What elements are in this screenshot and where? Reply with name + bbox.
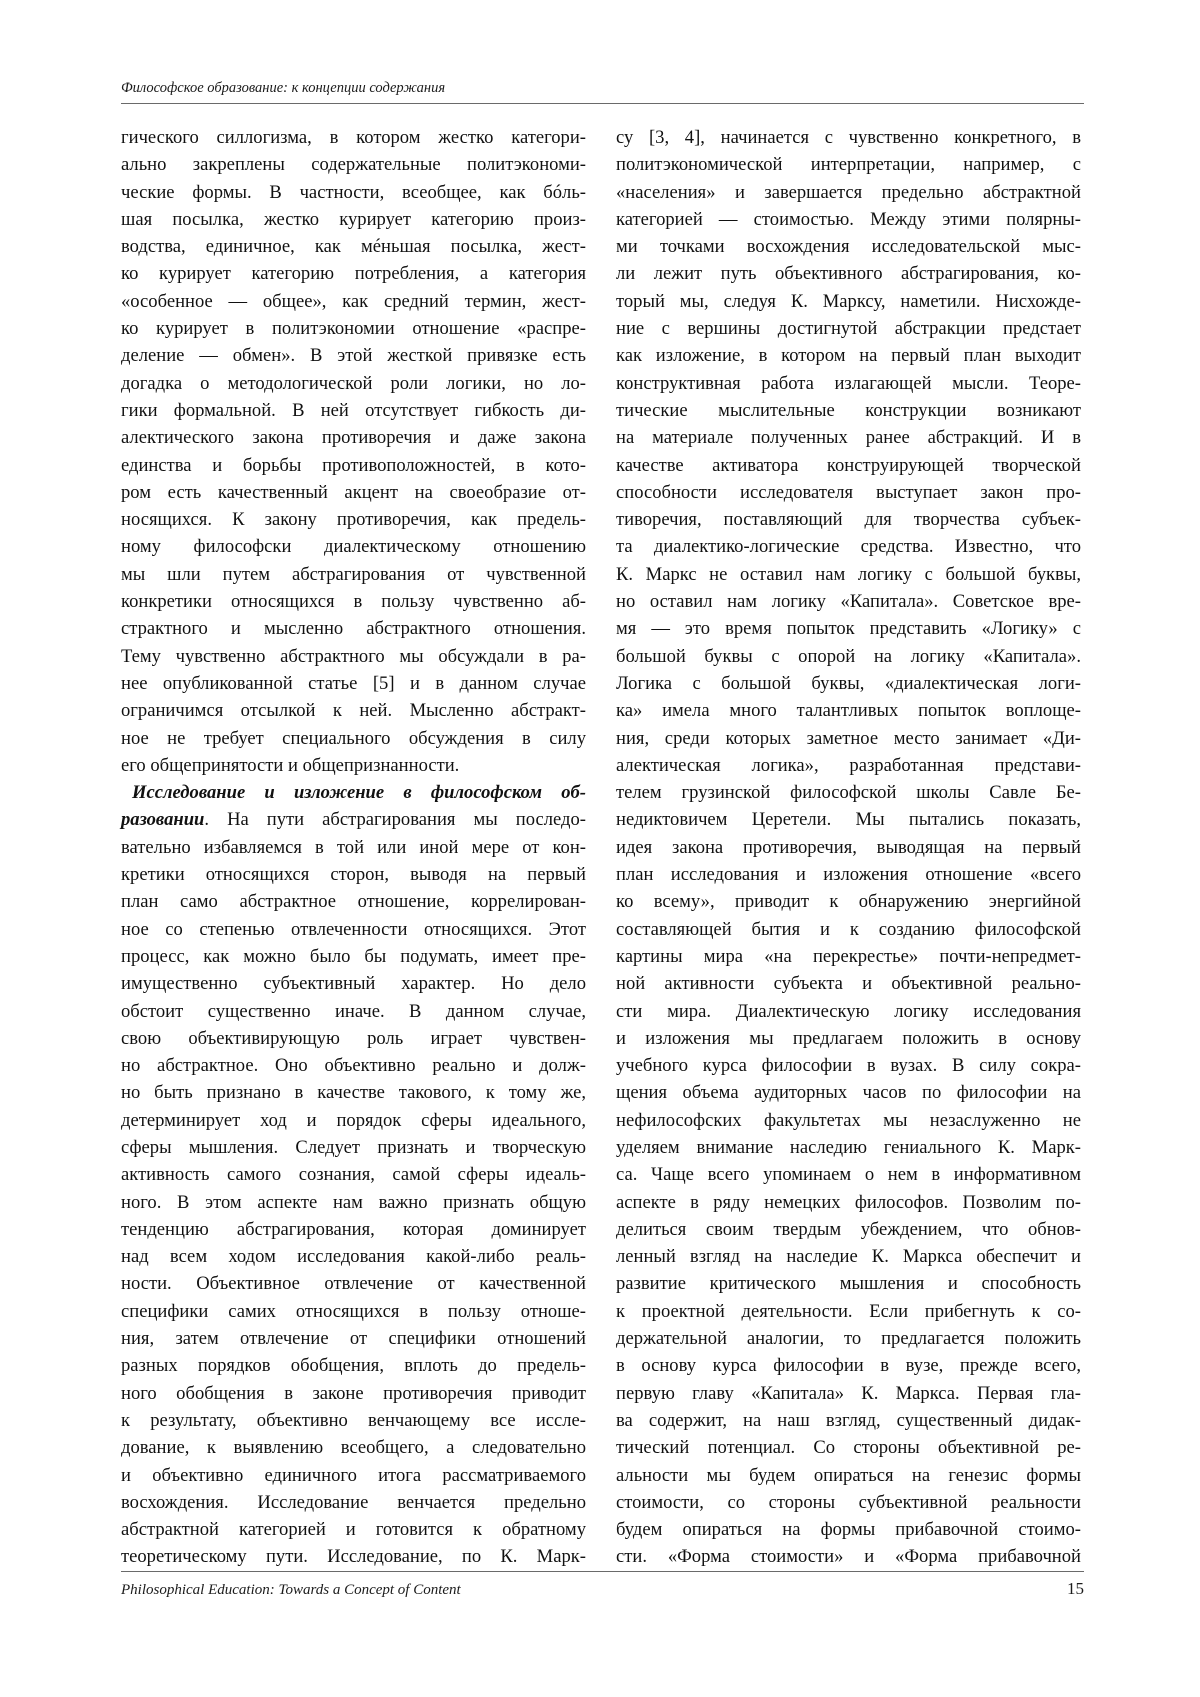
text-line: та диалектико-логические средства. Известно, что bbox=[616, 536, 1081, 558]
text-line: мы шли путем абстрагирования от чувственной bbox=[121, 563, 586, 585]
text-line: большой буквы с опорой на логику «Капитала». bbox=[616, 645, 1081, 667]
text-line: теоретическому пути. Исследование, по К. Марк- bbox=[121, 1546, 586, 1568]
text-line: Логика с большой буквы, «диалектическая логи- bbox=[616, 672, 1081, 694]
text-line: но быть признано в качестве такового, к тому же, bbox=[121, 1082, 586, 1104]
text-line: сферы мышления. Следует признать и творческую bbox=[121, 1136, 586, 1158]
text-line: ное со степенью отвлеченности относящихся. Этот bbox=[121, 918, 586, 940]
text-line: ное не требует специального обсуждения в силу bbox=[121, 727, 586, 749]
text-line: делиться своим твердым убеждением, что обнов- bbox=[616, 1218, 1081, 1240]
text-line: ограничимся отсылкой к ней. Мысленно абстракт- bbox=[121, 700, 586, 722]
text-line: альности мы будем опираться на генезис формы bbox=[616, 1464, 1081, 1486]
text-line: телем грузинской философской школы Савле Бе- bbox=[616, 782, 1081, 804]
text-line: развитие критического мышления и способность bbox=[616, 1273, 1081, 1295]
section-heading: Исследование и изложение в философском об- bbox=[132, 782, 586, 804]
text-line: активность самого сознания, самой сферы идеаль- bbox=[121, 1164, 586, 1186]
text-line: и изложения мы предлагаем положить в основу bbox=[616, 1027, 1081, 1049]
text-line: гического силлогизма, в котором жестко категори- bbox=[121, 127, 586, 148]
text-line: уделяем внимание наследию гениального К. Марк- bbox=[616, 1136, 1081, 1158]
text-line: водства, единичное, как мéньшая посылка, жест- bbox=[121, 236, 586, 258]
text-line: ром есть качественный акцент на своеобразие от- bbox=[121, 481, 586, 503]
text-line: держательной аналогии, то предлагается положить bbox=[616, 1328, 1081, 1350]
section-heading-continuation: разовании bbox=[121, 809, 205, 831]
text-line: сти мира. Диалектическую логику исследования bbox=[616, 1000, 1081, 1022]
text-line: стоимости, со стороны субъективной реальности bbox=[616, 1491, 1081, 1513]
text-line: су [3, 4], начинается с чувственно конкретного, в bbox=[616, 127, 1081, 148]
text-line: тические мыслительные конструкции возникают bbox=[616, 399, 1081, 421]
text-line: качестве активатора конструирующей творческой bbox=[616, 454, 1081, 476]
text-line: ной активности субъекта и объективной реально- bbox=[616, 973, 1081, 995]
text-line: восхождения. Исследование венчается предельно bbox=[121, 1491, 586, 1513]
text-line: «населения» и завершается предельно абстрактной bbox=[616, 181, 1081, 203]
text-line: ному философски диалектическому отношению bbox=[121, 536, 586, 558]
text-line: аспекте в ряду немецких философов. Позволим по- bbox=[616, 1191, 1081, 1213]
text-line: план исследования и изложения отношение «всего bbox=[616, 864, 1081, 886]
text-line: ного обобщения в законе противоречия приводит bbox=[121, 1382, 586, 1404]
text-line: алектическая логика», разработанная представи- bbox=[616, 754, 1081, 776]
text-line: категорией — стоимостью. Между этими полярны- bbox=[616, 208, 1081, 230]
text-line: как изложение, в котором на первый план выходит bbox=[616, 345, 1081, 367]
running-footer: Philosophical Education: Towards a Concept of Content bbox=[121, 1582, 461, 1598]
text-line: ми точками восхождения исследовательской мыс- bbox=[616, 236, 1081, 258]
right-column bbox=[616, 124, 1081, 1571]
text-line: тиворечия, поставляющий для творчества субъек- bbox=[616, 509, 1081, 531]
text-line: его общепринятости и общепризнанности. bbox=[121, 754, 460, 776]
text-line: ния, затем отвлечение от специфики отношений bbox=[121, 1328, 586, 1350]
text-line: тический потенциал. Со стороны объективной ре- bbox=[616, 1437, 1081, 1459]
text-line: ли лежит путь объективного абстрагирования, ко- bbox=[616, 263, 1081, 285]
text-line: мя — это время попыток представить «Логику» с bbox=[616, 618, 1081, 640]
text-line: ности. Объективное отвлечение от качественной bbox=[121, 1273, 586, 1295]
text-line: алектического закона противоречия и даже закона bbox=[121, 427, 586, 449]
text-line: «особенное — общее», как средний термин, жест- bbox=[121, 290, 586, 312]
text-line: дование, к выявлению всеобщего, а следовательно bbox=[121, 1437, 586, 1459]
text-line: учебного курса философии в вузах. В силу сокра- bbox=[616, 1055, 1081, 1077]
text-line: торый мы, следуя К. Марксу, наметили. Нисхожде- bbox=[616, 290, 1081, 312]
text-line: ка» имела много талантливых попыток воплоще- bbox=[616, 700, 1081, 722]
text-line: ко курирует категорию потребления, а категория bbox=[121, 263, 586, 285]
text-line: конструктивная работа излагающей мысли. Теоре- bbox=[616, 372, 1081, 394]
text-line: вательно избавляемся в той или иной мере от кон- bbox=[121, 836, 586, 858]
text-line: кретики относящихся сторон, выводя на первый bbox=[121, 864, 586, 886]
text-line: план само абстрактное отношение, коррелирован- bbox=[121, 891, 586, 913]
text-line: обстоит существенно иначе. В данном случае, bbox=[121, 1000, 586, 1022]
text-line: ния, среди которых заметное место занимает «Ди- bbox=[616, 727, 1081, 749]
text-line: единства и борьбы противоположностей, в кото- bbox=[121, 454, 586, 476]
text-line: ного. В этом аспекте нам важно признать общую bbox=[121, 1191, 586, 1213]
text-line: шая посылка, жестко курирует категорию произ- bbox=[121, 208, 586, 230]
text-line: недиктовичем Церетели. Мы пытались показать, bbox=[616, 809, 1081, 831]
text-line bbox=[121, 806, 586, 833]
text-line: К. Маркс не оставил нам логику с большой буквы, bbox=[616, 563, 1081, 585]
text-line: к результату, объективно венчающему все иссле- bbox=[121, 1409, 586, 1431]
text-line: первую главу «Капитала» К. Маркса. Первая гла- bbox=[616, 1382, 1081, 1404]
text-line: ческие формы. В частности, всеобщее, как бóль- bbox=[121, 181, 586, 203]
text-line: са. Чаще всего упоминаем о нем в информативном bbox=[616, 1164, 1081, 1186]
text-line: процесс, как можно было бы подумать, имеет пре- bbox=[121, 945, 586, 967]
text-line: Тему чувственно абстрактного мы обсуждали в ра- bbox=[121, 645, 586, 667]
left-column bbox=[121, 124, 586, 1571]
text-line: абстрактной категорией и готовится к обратному bbox=[121, 1519, 586, 1541]
text-line: картины мира «на перекрестье» почти-непредмет- bbox=[616, 945, 1081, 967]
text-line: к проектной деятельности. Если прибегнуть к со- bbox=[616, 1300, 1081, 1322]
text-line: ленный взгляд на наследие К. Маркса обеспечит и bbox=[616, 1246, 1081, 1268]
text-line: нефилософских факультетах мы незаслуженно не bbox=[616, 1109, 1081, 1131]
header-rule bbox=[121, 103, 1084, 104]
text-line: ко всему», приводит к обнаружению энергийной bbox=[616, 891, 1081, 913]
text-line: способности исследователя выступает закон про- bbox=[616, 481, 1081, 503]
text-line: сти. «Форма стоимости» и «Форма прибавочной bbox=[616, 1546, 1081, 1568]
text-line: детерминирует ход и порядок сферы идеального, bbox=[121, 1109, 586, 1131]
text-line: и объективно единичного итога рассматриваемого bbox=[121, 1464, 586, 1486]
text-line: тенденцию абстрагирования, которая доминирует bbox=[121, 1218, 586, 1240]
text-line: догадка о методологической роли логики, но ло- bbox=[121, 372, 586, 394]
text-line: но оставил нам логику «Капитала». Советское вре- bbox=[616, 591, 1081, 613]
text-line: гики формальной. В ней отсутствует гибкость ди- bbox=[121, 399, 586, 421]
text-line: конкретики относящихся в пользу чувственно аб- bbox=[121, 591, 586, 613]
text-line: на материале полученных ранее абстракций. И в bbox=[616, 427, 1081, 449]
text-line: щения объема аудиторных часов по философии на bbox=[616, 1082, 1081, 1104]
text-line: деление — обмен». В этой жесткой привязке есть bbox=[121, 345, 586, 367]
text-line: ва содержит, на наш взгляд, существенный дидак- bbox=[616, 1409, 1081, 1431]
text-line: страктного и мысленно абстрактного отношения. bbox=[121, 618, 586, 640]
text-line: будем опираться на формы прибавочной стоимо- bbox=[616, 1519, 1081, 1541]
running-header: Философское образование: к концепции содержания bbox=[121, 80, 446, 96]
text-line: политэкономической интерпретации, например, с bbox=[616, 154, 1081, 176]
text-line: ально закреплены содержательные политэкономи- bbox=[121, 154, 586, 176]
text-line: имущественно субъективный характер. Но дело bbox=[121, 973, 586, 995]
text-line: ние с вершины достигнутой абстракции предстает bbox=[616, 318, 1081, 340]
footer-rule bbox=[121, 1571, 1084, 1572]
text-line: свою объективирующую роль играет чувствен- bbox=[121, 1027, 586, 1049]
text-line: нее опубликованной статье [5] и в данном случае bbox=[121, 672, 586, 694]
text-line: разных порядков обобщения, вплоть до предель- bbox=[121, 1355, 586, 1377]
text-line: ко курирует в политэкономии отношение «распре- bbox=[121, 318, 586, 340]
text-line: носящихся. К закону противоречия, как предель- bbox=[121, 509, 586, 531]
section-heading-tail: . На пути абстрагирования мы последо- bbox=[204, 809, 586, 831]
text-line: специфики самих относящихся в пользу отноше- bbox=[121, 1300, 586, 1322]
text-line: идея закона противоречия, выводящая на первый bbox=[616, 836, 1081, 858]
text-line: в основу курса философии в вузе, прежде всего, bbox=[616, 1355, 1081, 1377]
text-line: составляющей бытия и к созданию философской bbox=[616, 918, 1081, 940]
text-line: но абстрактное. Оно объективно реально и долж- bbox=[121, 1055, 586, 1077]
text-line: над всем ходом исследования какой-либо реаль- bbox=[121, 1246, 586, 1268]
page-number: 15 bbox=[1067, 1579, 1084, 1598]
